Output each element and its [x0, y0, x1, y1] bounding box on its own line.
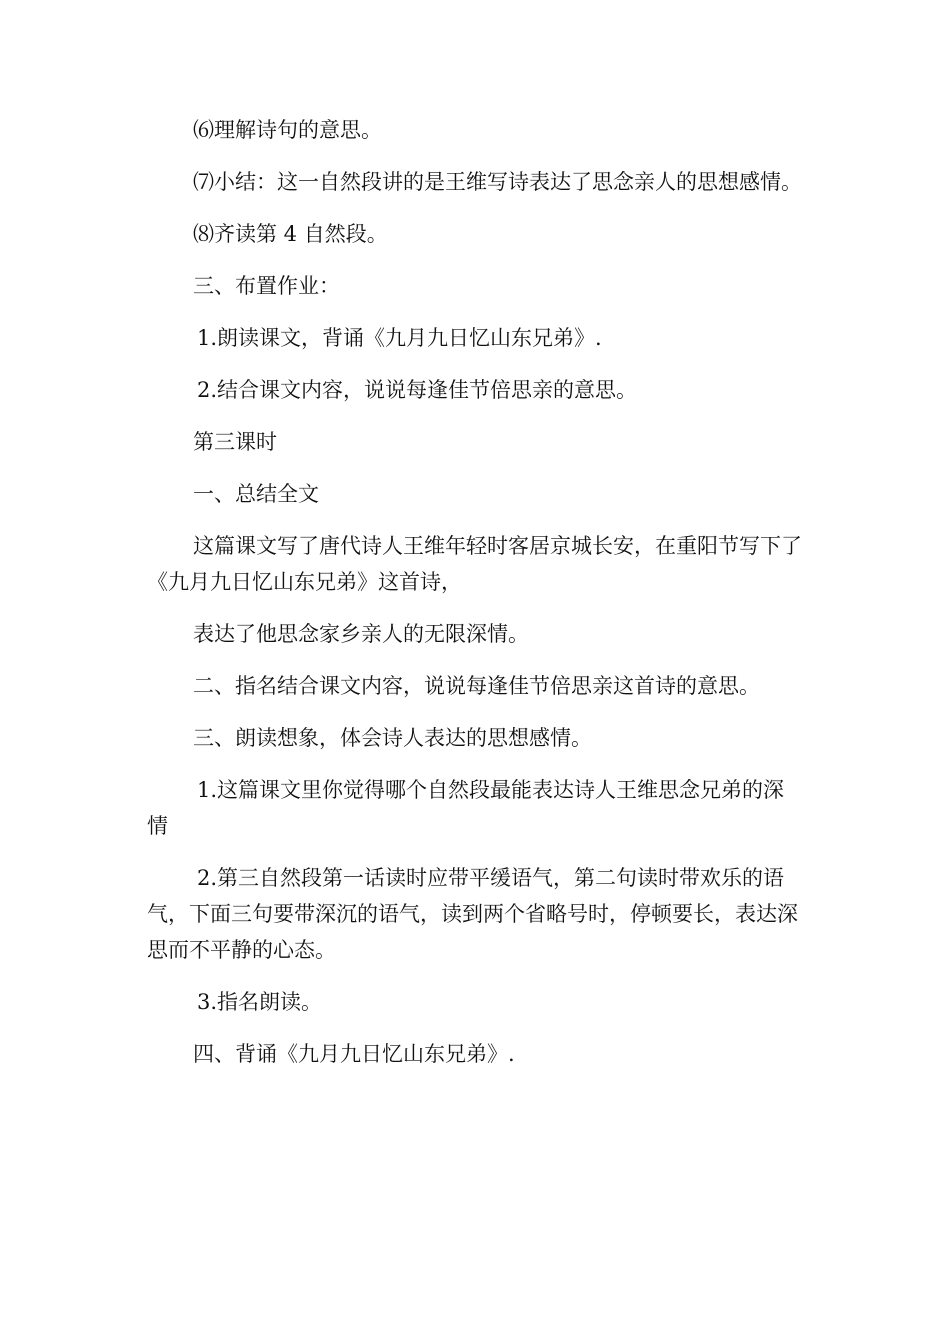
heading-assign-homework: 三、布置作业： [193, 274, 340, 298]
document-body [147, 112, 803, 1088]
reading-item-1: 1.这篇课文里你觉得哪个自然段最能表达诗人王维思念兄弟的深情 [147, 778, 785, 838]
paragraph-step-8: ⑻齐读第 4 自然段。 [193, 222, 388, 246]
heading-summary: 一、总结全文 [193, 482, 319, 506]
summary-text-continued: 表达了他思念家乡亲人的无限深情。 [193, 622, 529, 646]
reading-item-3: 3.指名朗读。 [197, 990, 323, 1014]
summary-text: 这篇课文写了唐代诗人王维年轻时客居京城长安，在重阳节写下了《九月九日忆山东兄弟》这首诗， [147, 534, 802, 594]
paragraph-step-7-summary: ⑺小结：这一自然段讲的是王维写诗表达了思念亲人的思想感情。 [193, 170, 802, 194]
homework-item-2: 2.结合课文内容，说说每逢佳节倍思亲的意思。 [197, 378, 638, 402]
heading-recite: 四、背诵《九月九日忆山东兄弟》. [193, 1042, 515, 1066]
homework-item-1: 1.朗读课文，背诵《九月九日忆山东兄弟》. [197, 326, 602, 350]
heading-third-lesson: 第三课时 [193, 430, 277, 454]
paragraph-step-6: ⑹理解诗句的意思。 [193, 118, 382, 142]
reading-item-2: 2.第三自然段第一话读时应带平缓语气，第二句读时带欢乐的语气，下面三句要带深沉的语气，读到两个省略号时，停顿要长，表达深思而不平静的心态。 [147, 866, 798, 962]
heading-read-imagine: 三、朗读想象，体会诗人表达的思想感情。 [193, 726, 592, 750]
heading-explain-poem: 二、指名结合课文内容，说说每逢佳节倍思亲这首诗的意思。 [193, 674, 760, 698]
